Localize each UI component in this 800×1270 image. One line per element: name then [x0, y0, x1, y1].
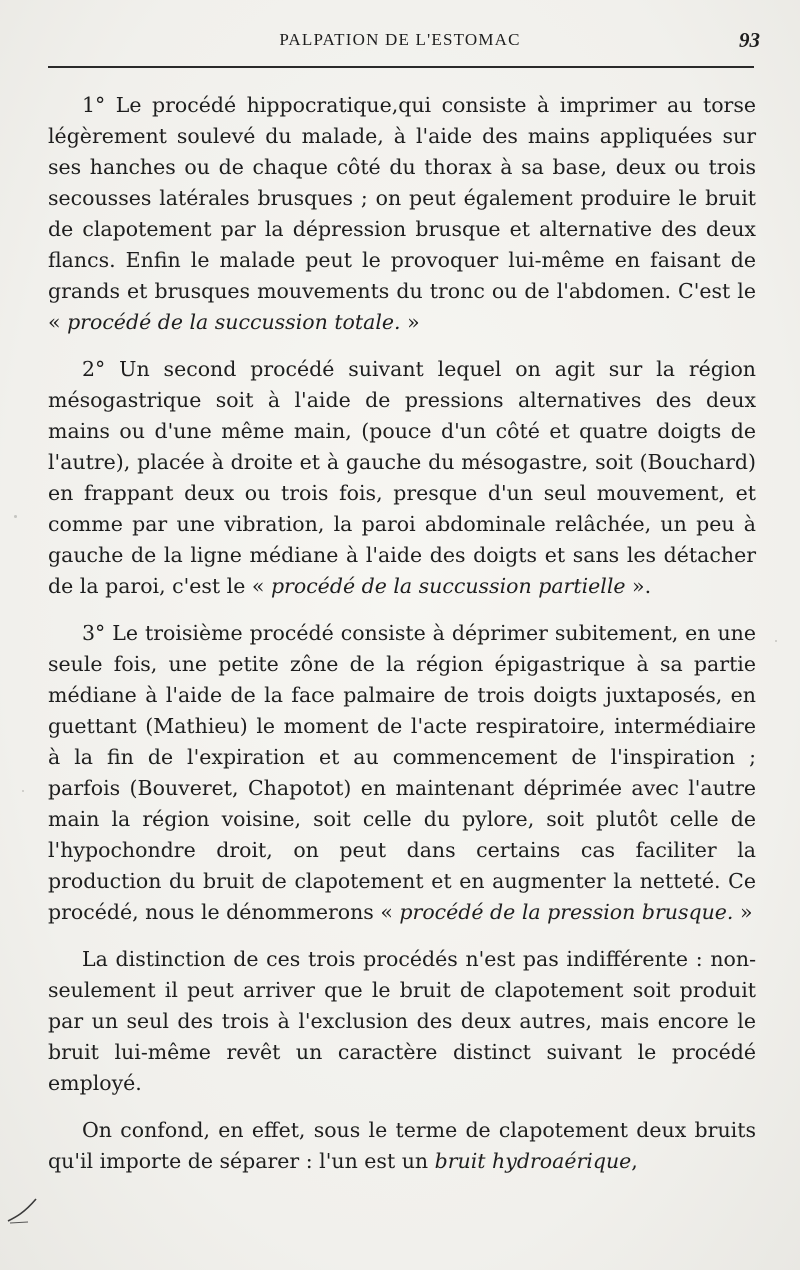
paragraph-on-confond	[48, 1115, 756, 1177]
text-run: ».	[625, 574, 652, 598]
paragraph-procede-hippocratique	[48, 90, 756, 338]
margin-ink-mark	[6, 1195, 40, 1225]
paper-speck	[22, 790, 24, 792]
text-run: »	[733, 900, 753, 924]
text-run: »	[400, 310, 420, 334]
text-run: 1° Le procédé hippocratique,qui consiste à imprimer au torse légèrement soulevé du malade, à l'aide des mains appliquées sur ses hanches ou de chaque côté du thorax à sa base, deux ou trois secousses latérales brusques ; on peut également produire le bruit de clapotement par la dépression brusque et alternative des deux flancs. Enfin le malade peut le provoquer lui-même en faisant de grands et brusques mouvements du tronc ou de l'abdomen. C'est le «	[48, 93, 756, 334]
paragraph-troisieme-procede	[48, 618, 756, 928]
italic-term: procédé de la pression brusque.	[399, 900, 734, 924]
running-head	[40, 30, 760, 60]
paragraph-second-procede	[48, 354, 756, 602]
text-run: ,	[631, 1149, 638, 1173]
text-run: 2° Un second procédé suivant lequel on agit sur la région mésogastrique soit à l'aide de pressions alternatives des deux mains ou d'une même main, (pouce d'un côté et quatre doigts de l'autre), placée à droite et à gauche du mésogastre, soit (Bouchard) en frappant deux ou trois fois, presque d'un seul mouvement, et comme par une vibration, la paroi abdominale relâchée, un peu à gauche de la ligne médiane à l'aide des doigts et sans les détacher de la paroi, c'est le «	[48, 357, 756, 598]
paper-speck	[14, 515, 17, 518]
italic-term: bruit hydroaérique	[434, 1149, 632, 1173]
header-rule	[48, 66, 754, 68]
italic-term: procédé de la succussion totale.	[67, 310, 401, 334]
paper-speck	[775, 640, 777, 642]
page-number: 93	[739, 28, 760, 52]
text-run: La distinction de ces trois procédés n'est pas indifférente : non-seulement il peut arriver que le bruit de clapotement soit produit par un seul des trois à l'exclusion des deux autres, mais encore le bruit lui-même revêt un caractère distinct suivant le procédé employé.	[48, 947, 756, 1095]
body-text	[48, 90, 756, 1177]
paragraph-distinction	[48, 944, 756, 1099]
italic-term: procédé de la succussion partielle	[270, 574, 626, 598]
text-run: 3° Le troisième procédé consiste à déprimer subitement, en une seule fois, une petite zône de la région épigastrique à sa partie médiane à l'aide de la face palmaire de trois doigts juxtaposés, en guettant (Mathieu) le moment de l'acte respiratoire, intermédiaire à la fin de l'expiration et au commencement de l'inspiration ; parfois (Bouveret, Chapotot) en maintenant déprimée avec l'autre main la région voisine, soit celle du pylore, soit plutôt celle de l'hypochondre droit, on peut dans certains cas faciliter la production du bruit de clapotement et en augmenter la netteté. Ce procédé, nous le dénommerons «	[48, 621, 756, 924]
text-run: On confond, en effet, sous le terme de clapotement deux bruits qu'il importe de séparer : l'un est un	[48, 1118, 756, 1173]
running-head-title: PALPATION DE L'ESTOMAC	[279, 30, 521, 49]
